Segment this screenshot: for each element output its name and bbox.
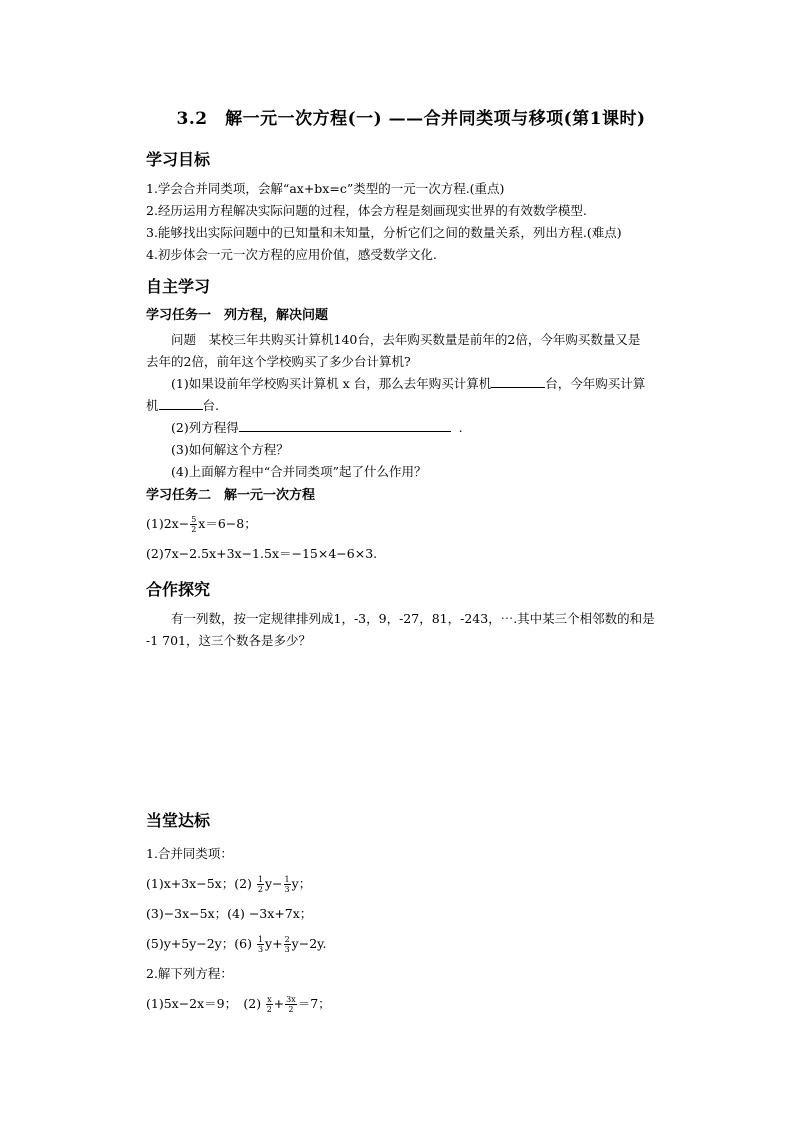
answer-blank-2[interactable]	[159, 395, 203, 410]
document-page	[146, 96, 676, 1019]
expr-text: y−	[265, 876, 283, 891]
fraction	[284, 935, 291, 954]
q1-text-d: 台.	[202, 398, 219, 413]
denominator: 3	[257, 945, 264, 954]
expr-text: y−2y.	[291, 936, 327, 951]
q1-text-b: 台，今年购买计算	[545, 376, 646, 391]
problem-line-1: 问题 某校三年共购买计算机140台，去年购买数量是前年的2倍，今年购买数量又是	[171, 332, 641, 347]
denominator: 2	[288, 1005, 294, 1014]
task-1-heading: 学习任务一 列方程，解决问题	[146, 308, 329, 323]
answer-blank-3[interactable]	[239, 417, 451, 432]
expr-text: y+	[265, 936, 283, 951]
fraction	[190, 515, 197, 534]
section-heading-practice: 当堂达标	[146, 811, 211, 830]
practice-expr-4	[146, 989, 676, 1019]
eq1-text-a: (1)2x−	[146, 516, 190, 531]
numerator: 3x	[286, 995, 296, 1004]
denominator: 2	[257, 885, 263, 894]
equation-2: (2)7x−2.5x+3x−1.5x＝−15×4−6×3.	[146, 546, 378, 561]
question-1-cont	[146, 395, 676, 417]
numerator: 5	[191, 515, 197, 524]
practice-expr-3	[146, 929, 676, 959]
question-1	[146, 373, 676, 395]
eq1-text-b: x＝6−8；	[198, 516, 257, 531]
fraction	[257, 935, 264, 954]
goal-4: 4.初步体会一元一次方程的应用价值，感受数学文化.	[146, 247, 437, 262]
expr-text: y；	[291, 876, 312, 891]
fraction	[257, 875, 264, 894]
answer-space[interactable]	[146, 652, 676, 800]
q2-text-b: .	[458, 420, 463, 435]
expr-text: (1)x+3x−5x；(2)	[146, 876, 252, 891]
section-heading-goals: 学习目标	[146, 150, 211, 169]
goal-1: 1.学会合并同类项，会解“ax+bx=c”类型的一元一次方程.(重点)	[146, 181, 505, 196]
q1-text-a: (1)如果设前年学校购买计算机 x 台，那么去年购买计算机	[171, 376, 492, 391]
question-4: (4)上面解方程中“合并同类项”起了什么作用？	[171, 464, 427, 479]
practice-expr-2: (3)−3x−5x；(4) −3x+7x；	[146, 906, 313, 921]
practice-item-2-prompt: 2.解下列方程：	[146, 966, 233, 981]
section-heading-self-study: 自主学习	[146, 277, 211, 296]
problem-line-2: 去年的2倍，前年这个学校购买了多少台计算机?	[146, 354, 411, 369]
expr-text: (5)y+5y−2y；(6)	[146, 936, 252, 951]
equation-1	[146, 509, 676, 539]
page-title: 3.2 解一元一次方程(一) ——合并同类项与移项(第1课时)	[176, 109, 646, 129]
expr-text: (1)5x−2x＝9； (2)	[146, 996, 262, 1011]
expr-text: +	[273, 996, 285, 1011]
question-3: (3)如何解这个方程？	[171, 442, 289, 457]
fraction	[284, 875, 291, 894]
practice-expr-1	[146, 869, 676, 899]
goal-2: 2.经历运用方程解决实际问题的过程，体会方程是刻画现实世界的有效数学模型.	[146, 203, 587, 218]
q2-text-a: (2)列方程得	[171, 420, 239, 435]
numerator: 2	[284, 935, 290, 944]
task-2-heading: 学习任务二 解一元一次方程	[146, 488, 316, 503]
denominator: 2	[191, 525, 197, 534]
numerator: x	[267, 995, 272, 1004]
cooperation-line-1: 有一列数，按一定规律排列成1，-3，9，-27，81，-243，⋯.其中某三个相邻数的和是	[171, 611, 655, 626]
numerator: 1	[284, 875, 290, 884]
fraction	[285, 995, 297, 1014]
numerator: 1	[257, 875, 263, 884]
denominator: 2	[266, 1005, 272, 1014]
answer-blank-1[interactable]	[491, 373, 545, 388]
cooperation-line-2: -1 701，这三个数各是多少？	[146, 633, 312, 648]
numerator: 1	[257, 935, 264, 944]
fraction	[266, 995, 273, 1014]
section-heading-cooperation: 合作探究	[146, 580, 211, 599]
question-2	[146, 417, 676, 439]
goal-3: 3.能够找出实际问题中的已知量和未知量，分析它们之间的数量关系，列出方程.(难点)	[146, 225, 622, 240]
denominator: 3	[284, 885, 290, 894]
expr-text: ＝7；	[297, 996, 331, 1011]
denominator: 3	[284, 945, 290, 954]
practice-item-1-prompt: 1.合并同类项：	[146, 846, 233, 861]
q1-text-c: 机	[146, 398, 159, 413]
